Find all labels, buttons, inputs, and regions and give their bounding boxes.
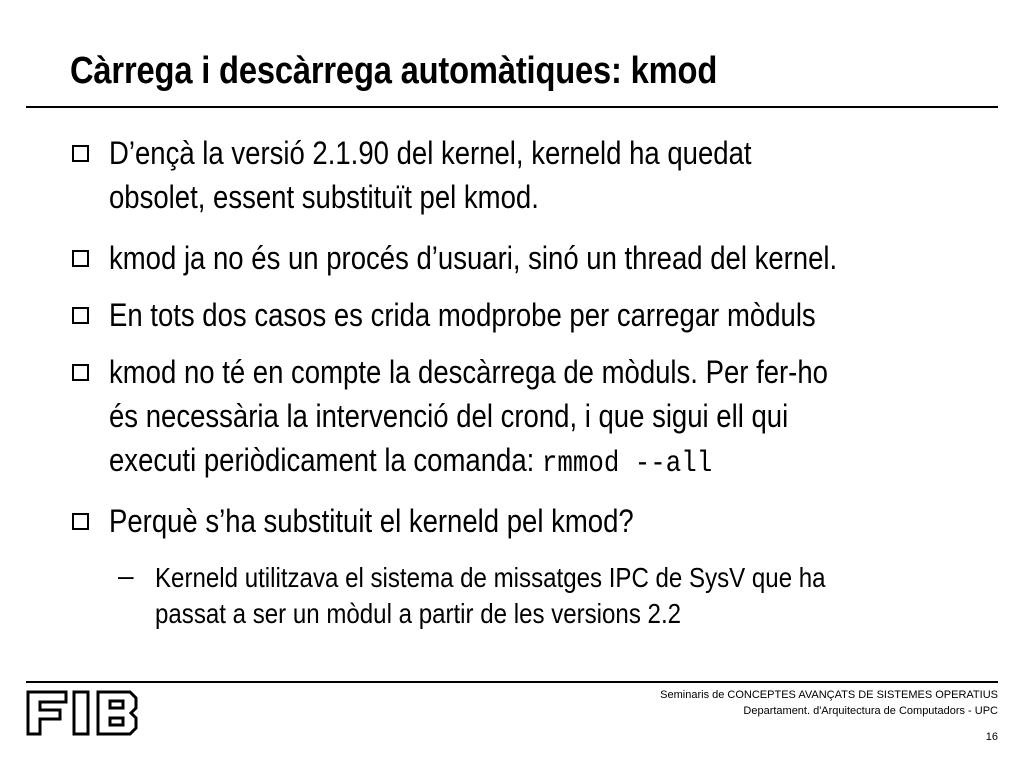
- fib-logo: [26, 690, 138, 736]
- bullet-text: [109, 499, 969, 543]
- bullet-marker: [72, 513, 89, 530]
- bullet-line: Perquè s’ha substituit el kerneld pel kmod?: [109, 503, 634, 539]
- sub-bullet-text: [155, 560, 955, 632]
- bullet-line: [109, 438, 969, 486]
- bullet-line: kmod ja no és un procés d’usuari, sinó un thread del kernel.: [109, 240, 838, 276]
- bullet-text: [109, 350, 969, 486]
- command-code: rmmod --all: [541, 447, 713, 481]
- bullet-marker: [72, 145, 89, 162]
- footer-course: Seminaris de CONCEPTES AVANÇATS DE SISTEMES OPERATIUS: [660, 689, 998, 701]
- bullet-line-text: executi periòdicament la comanda:: [109, 442, 542, 478]
- page-number: 16: [985, 731, 998, 743]
- footer-rule: [26, 681, 998, 683]
- bullet-marker: [72, 307, 89, 324]
- bullet-line: és necessària la intervenció del crond, i que sigui ell qui: [109, 398, 789, 434]
- slide-title: Càrrega i descàrrega automàtiques: kmod: [70, 50, 718, 92]
- bullet-marker: [72, 250, 89, 267]
- bullet-text: [109, 293, 969, 337]
- sub-bullet-marker: –: [118, 560, 134, 591]
- bullet-line: D’ençà la versió 2.1.90 del kernel, kerneld ha quedat: [109, 135, 752, 171]
- bullet-line: En tots dos casos es crida modprobe per carregar mòduls: [109, 297, 816, 333]
- bullet-text: [109, 131, 969, 219]
- bullet-line: kmod no té en compte la descàrrega de mòduls. Per fer-ho: [109, 354, 828, 390]
- bullet-line: obsolet, essent substituït pel kmod.: [109, 179, 539, 215]
- bullet-text: [109, 236, 969, 280]
- sub-bullet-line: Kerneld utilitzava el sistema de missatges IPC de SysV que ha: [155, 562, 826, 593]
- footer-department: Departament. d'Arquitectura de Computadors - UPC: [743, 705, 998, 717]
- sub-bullet-line: passat a ser un mòdul a partir de les versions 2.2: [155, 598, 682, 629]
- title-rule: [26, 106, 998, 108]
- bullet-marker: [72, 364, 89, 381]
